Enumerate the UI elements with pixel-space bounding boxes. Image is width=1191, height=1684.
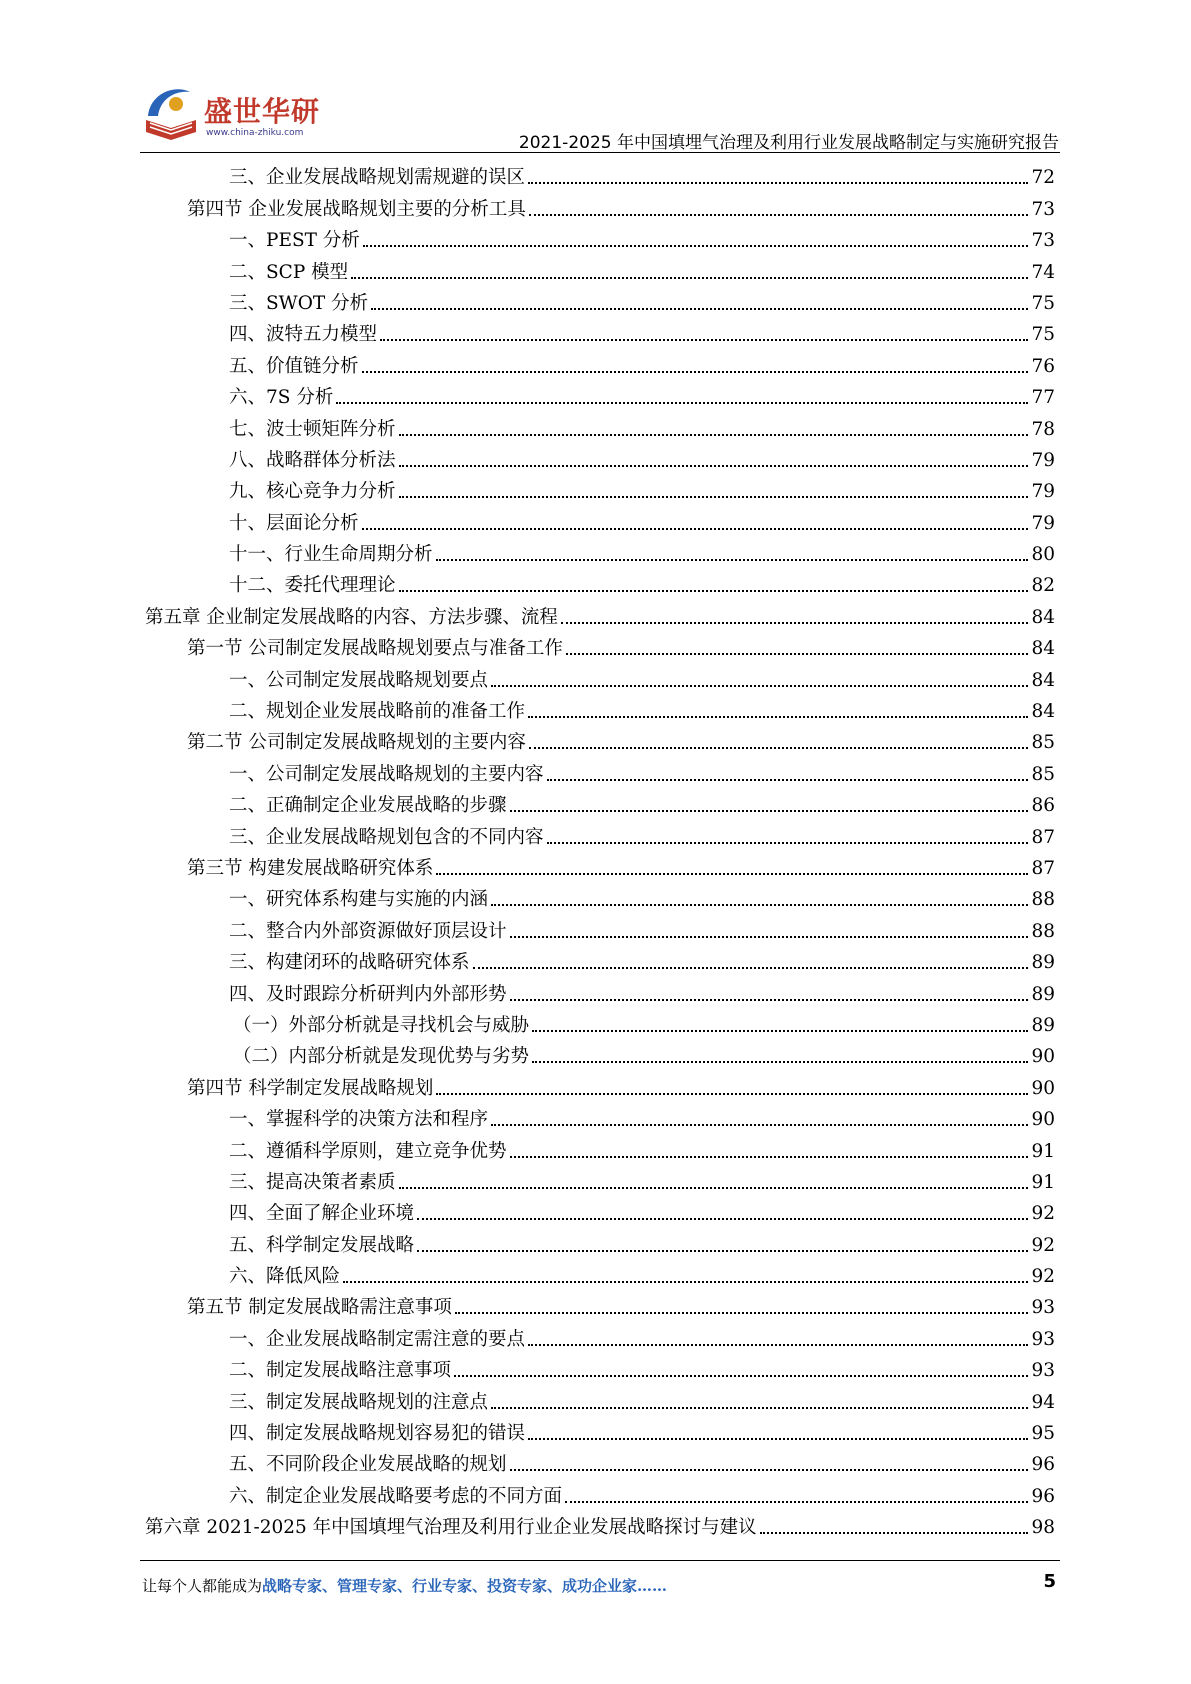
toc-entry[interactable] <box>145 254 1055 285</box>
toc-dot-leader <box>510 1469 1029 1471</box>
toc-entry-title: 二、遵循科学原则，建立竞争优势 <box>229 1140 507 1162</box>
toc-dot-leader <box>491 1407 1028 1409</box>
toc-entry-title: 第三节 构建发展战略研究体系 <box>187 857 434 879</box>
toc-entry-page: 84 <box>1031 606 1055 628</box>
toc-dot-leader <box>336 402 1028 404</box>
toc-entry-page: 77 <box>1031 387 1055 409</box>
toc-dot-leader <box>510 936 1029 938</box>
toc-dot-leader <box>351 277 1028 279</box>
toc-dot-leader <box>561 622 1029 624</box>
toc-dot-leader <box>399 465 1029 467</box>
toc-entry-title: 一、公司制定发展战略规划的主要内容 <box>229 763 544 785</box>
toc-entry-title: 一、研究体系构建与实施的内涵 <box>229 889 489 911</box>
toc-entry[interactable] <box>145 443 1055 474</box>
toc-entry[interactable] <box>145 537 1055 568</box>
page-header <box>0 0 1191 160</box>
toc-dot-leader <box>532 1030 1028 1032</box>
toc-entry-page: 76 <box>1031 355 1055 377</box>
toc-entry-page: 95 <box>1031 1423 1055 1445</box>
toc-dot-leader <box>528 1438 1028 1440</box>
toc-entry[interactable] <box>145 160 1055 191</box>
toc-dot-leader <box>510 999 1029 1001</box>
toc-dot-leader <box>565 1501 1028 1503</box>
toc-dot-leader <box>547 842 1029 844</box>
toc-entry-title: 三、制定发展战略规划的注意点 <box>229 1391 489 1413</box>
toc-entry-page: 85 <box>1031 763 1055 785</box>
toc-entry[interactable] <box>145 191 1055 222</box>
toc-entry-title: 五、不同阶段企业发展战略的规划 <box>229 1454 507 1476</box>
toc-entry[interactable] <box>145 1039 1055 1070</box>
toc-entry-page: 96 <box>1031 1485 1055 1507</box>
toc-entry-title: （二）内部分析就是发现优势与劣势 <box>233 1046 530 1068</box>
toc-entry[interactable] <box>145 348 1055 379</box>
toc-entry-title: 三、企业发展战略规划包含的不同内容 <box>229 826 544 848</box>
toc-entry-title: 四、波特五力模型 <box>229 324 378 346</box>
toc-entry[interactable] <box>145 1416 1055 1447</box>
toc-entry-page: 79 <box>1031 512 1055 534</box>
toc-entry[interactable] <box>145 1478 1055 1509</box>
toc-entry[interactable] <box>145 913 1055 944</box>
toc-entry[interactable] <box>145 662 1055 693</box>
toc-entry-page: 89 <box>1031 952 1055 974</box>
toc-entry-page: 79 <box>1031 449 1055 471</box>
toc-entry-title: 十二、委托代理理论 <box>229 575 396 597</box>
toc-entry[interactable] <box>145 976 1055 1007</box>
toc-entry-page: 87 <box>1031 857 1055 879</box>
toc-entry-page: 85 <box>1031 732 1055 754</box>
toc-entry[interactable] <box>145 631 1055 662</box>
toc-entry-page: 75 <box>1031 292 1055 314</box>
toc-entry-page: 73 <box>1031 198 1055 220</box>
toc-entry-title: 四、全面了解企业环境 <box>229 1203 415 1225</box>
toc-entry[interactable] <box>145 1008 1055 1039</box>
toc-entry-title: 一、企业发展战略制定需注意的要点 <box>229 1328 526 1350</box>
toc-entry[interactable] <box>145 1510 1055 1541</box>
toc-entry-title: 第五章 企业制定发展战略的内容、方法步骤、流程 <box>145 606 558 628</box>
toc-entry-page: 87 <box>1031 826 1055 848</box>
toc-entry[interactable] <box>145 1259 1055 1290</box>
toc-dot-leader <box>532 1061 1028 1063</box>
toc-entry-title: 第六章 2021-2025 年中国填埋气治理及利用行业企业发展战略探讨与建议 <box>145 1517 757 1539</box>
toc-dot-leader <box>528 182 1028 184</box>
toc-dot-leader <box>417 1250 1028 1252</box>
toc-entry-page: 89 <box>1031 983 1055 1005</box>
toc-entry[interactable] <box>145 223 1055 254</box>
toc-entry-page: 92 <box>1031 1266 1055 1288</box>
toc-entry-page: 84 <box>1031 638 1055 660</box>
toc-entry-title: 三、提高决策者素质 <box>229 1171 396 1193</box>
toc-dot-leader <box>491 685 1028 687</box>
toc-dot-leader <box>363 245 1029 247</box>
toc-entry-page: 98 <box>1031 1517 1055 1539</box>
toc-entry-title: 一、掌握科学的决策方法和程序 <box>229 1109 489 1131</box>
toc-entry[interactable] <box>145 286 1055 317</box>
toc-dot-leader <box>436 1093 1028 1095</box>
toc-entry[interactable] <box>145 756 1055 787</box>
toc-dot-leader <box>473 967 1029 969</box>
toc-entry-page: 93 <box>1031 1328 1055 1350</box>
toc-entry-page: 92 <box>1031 1203 1055 1225</box>
toc-entry[interactable] <box>145 1196 1055 1227</box>
logo-chinese-name: 盛世华研 <box>204 95 321 128</box>
report-title: 2021-2025 年中国填埋气治理及利用行业发展战略制定与实施研究报告 <box>518 133 1059 153</box>
toc-entry-title: 十一、行业生命周期分析 <box>229 544 433 566</box>
toc-entry[interactable] <box>145 1133 1055 1164</box>
toc-dot-leader <box>399 590 1029 592</box>
toc-dot-leader <box>491 1124 1028 1126</box>
toc-entry-title: 二、制定发展战略注意事项 <box>229 1360 452 1382</box>
toc-dot-leader <box>454 1375 1028 1377</box>
toc-dot-leader <box>436 559 1029 561</box>
toc-entry-page: 82 <box>1031 575 1055 597</box>
toc-dot-leader <box>510 810 1029 812</box>
toc-entry-title: 九、核心竞争力分析 <box>229 481 396 503</box>
toc-entry-title: 第二节 公司制定发展战略规划的主要内容 <box>187 732 526 754</box>
company-logo <box>140 82 320 152</box>
toc-entry[interactable] <box>145 505 1055 536</box>
toc-entry-page: 91 <box>1031 1140 1055 1162</box>
toc-dot-leader <box>510 1156 1029 1158</box>
toc-entry-title: 一、公司制定发展战略规划要点 <box>229 669 489 691</box>
toc-entry[interactable] <box>145 568 1055 599</box>
toc-entry-page: 79 <box>1031 481 1055 503</box>
toc-entry-page: 75 <box>1031 324 1055 346</box>
toc-entry[interactable] <box>145 1447 1055 1478</box>
toc-entry[interactable] <box>145 882 1055 913</box>
toc-entry-page: 84 <box>1031 669 1055 691</box>
toc-dot-leader <box>566 653 1029 655</box>
toc-entry-title: 三、企业发展战略规划需规避的误区 <box>229 167 526 189</box>
toc-entry-title: 四、制定发展战略规划容易犯的错误 <box>229 1423 526 1445</box>
toc-entry-title: 八、战略群体分析法 <box>229 449 396 471</box>
toc-entry-title: 五、价值链分析 <box>229 355 359 377</box>
toc-dot-leader <box>371 308 1028 310</box>
toc-dot-leader <box>436 873 1028 875</box>
toc-entry-page: 90 <box>1031 1109 1055 1131</box>
toc-entry-title: 二、SCP 模型 <box>229 261 349 283</box>
toc-entry-page: 84 <box>1031 701 1055 723</box>
toc-dot-leader <box>362 371 1029 373</box>
table-of-contents <box>145 160 1055 1541</box>
toc-entry-title: 六、制定企业发展战略要考虑的不同方面 <box>229 1485 563 1507</box>
toc-entry-page: 86 <box>1031 795 1055 817</box>
toc-entry-page: 96 <box>1031 1454 1055 1476</box>
toc-entry[interactable] <box>145 1353 1055 1384</box>
toc-entry-title: 二、正确制定企业发展战略的步骤 <box>229 795 507 817</box>
toc-entry-title: 四、及时跟踪分析研判内外部形势 <box>229 983 507 1005</box>
toc-entry[interactable] <box>145 317 1055 348</box>
toc-dot-leader <box>547 779 1029 781</box>
toc-entry-page: 88 <box>1031 889 1055 911</box>
toc-entry[interactable] <box>145 819 1055 850</box>
toc-entry-page: 78 <box>1031 418 1055 440</box>
toc-entry-title: 六、7S 分析 <box>229 387 334 409</box>
toc-entry[interactable] <box>145 945 1055 976</box>
toc-entry-page: 88 <box>1031 920 1055 942</box>
toc-entry[interactable] <box>145 694 1055 725</box>
toc-entry-page: 93 <box>1031 1297 1055 1319</box>
toc-entry-page: 93 <box>1031 1360 1055 1382</box>
toc-entry[interactable] <box>145 725 1055 756</box>
toc-entry-page: 74 <box>1031 261 1055 283</box>
toc-dot-leader <box>417 1218 1028 1220</box>
toc-dot-leader <box>399 434 1029 436</box>
toc-entry-title: 三、SWOT 分析 <box>229 292 369 314</box>
footer-slogan <box>142 1575 667 1596</box>
toc-dot-leader <box>399 496 1029 498</box>
toc-entry[interactable] <box>145 380 1055 411</box>
toc-dot-leader <box>362 528 1029 530</box>
toc-entry-page: 94 <box>1031 1391 1055 1413</box>
toc-entry[interactable] <box>145 1290 1055 1321</box>
book-logo-icon <box>140 82 202 144</box>
toc-dot-leader <box>380 339 1028 341</box>
toc-entry-title: 一、PEST 分析 <box>229 230 360 252</box>
slogan-prefix: 让每个人都能成为 <box>142 1577 263 1595</box>
toc-entry[interactable] <box>145 1102 1055 1133</box>
toc-entry-title: 二、整合内外部资源做好顶层设计 <box>229 920 507 942</box>
toc-dot-leader <box>529 214 1029 216</box>
toc-entry[interactable] <box>145 1227 1055 1258</box>
toc-entry-title: 七、波士顿矩阵分析 <box>229 418 396 440</box>
toc-entry-page: 91 <box>1031 1171 1055 1193</box>
toc-entry-page: 73 <box>1031 230 1055 252</box>
toc-entry[interactable] <box>145 411 1055 442</box>
toc-entry[interactable] <box>145 1165 1055 1196</box>
page-number: 5 <box>1043 1571 1056 1592</box>
toc-entry-title: 五、科学制定发展战略 <box>229 1234 415 1256</box>
toc-entry-title: 第五节 制定发展战略需注意事项 <box>187 1297 452 1319</box>
toc-entry[interactable] <box>145 1070 1055 1101</box>
toc-entry[interactable] <box>145 1321 1055 1352</box>
toc-entry-title: 十、层面论分析 <box>229 512 359 534</box>
toc-entry-title: （一）外部分析就是寻找机会与威胁 <box>233 1014 530 1036</box>
toc-dot-leader <box>760 1532 1029 1534</box>
toc-entry-page: 72 <box>1031 167 1055 189</box>
logo-url: www.china-zhiku.com <box>206 128 304 138</box>
toc-dot-leader <box>529 747 1029 749</box>
toc-entry-title: 六、降低风险 <box>229 1266 341 1288</box>
toc-entry-page: 89 <box>1031 1014 1055 1036</box>
toc-entry[interactable] <box>145 1384 1055 1415</box>
slogan-highlight: 战略专家、管理专家、行业专家、投资专家、成功企业家…… <box>262 1577 668 1595</box>
toc-dot-leader <box>399 1187 1029 1189</box>
toc-entry[interactable] <box>145 474 1055 505</box>
toc-entry-title: 第一节 公司制定发展战略规划要点与准备工作 <box>187 638 563 660</box>
toc-dot-leader <box>343 1281 1028 1283</box>
toc-entry-page: 90 <box>1031 1046 1055 1068</box>
toc-entry-page: 80 <box>1031 544 1055 566</box>
header-divider <box>140 152 1060 153</box>
toc-entry-title: 三、构建闭环的战略研究体系 <box>229 952 470 974</box>
footer-divider <box>140 1560 1060 1561</box>
toc-entry-title: 第四节 企业发展战略规划主要的分析工具 <box>187 198 526 220</box>
toc-entry-page: 90 <box>1031 1077 1055 1099</box>
toc-dot-leader <box>455 1312 1029 1314</box>
toc-entry[interactable] <box>145 599 1055 630</box>
toc-entry[interactable] <box>145 851 1055 882</box>
toc-entry-title: 二、规划企业发展战略前的准备工作 <box>229 701 526 723</box>
toc-entry[interactable] <box>145 788 1055 819</box>
toc-dot-leader <box>491 904 1028 906</box>
toc-entry-page: 92 <box>1031 1234 1055 1256</box>
toc-entry-title: 第四节 科学制定发展战略规划 <box>187 1077 434 1099</box>
toc-dot-leader <box>528 1344 1028 1346</box>
toc-dot-leader <box>528 716 1028 718</box>
